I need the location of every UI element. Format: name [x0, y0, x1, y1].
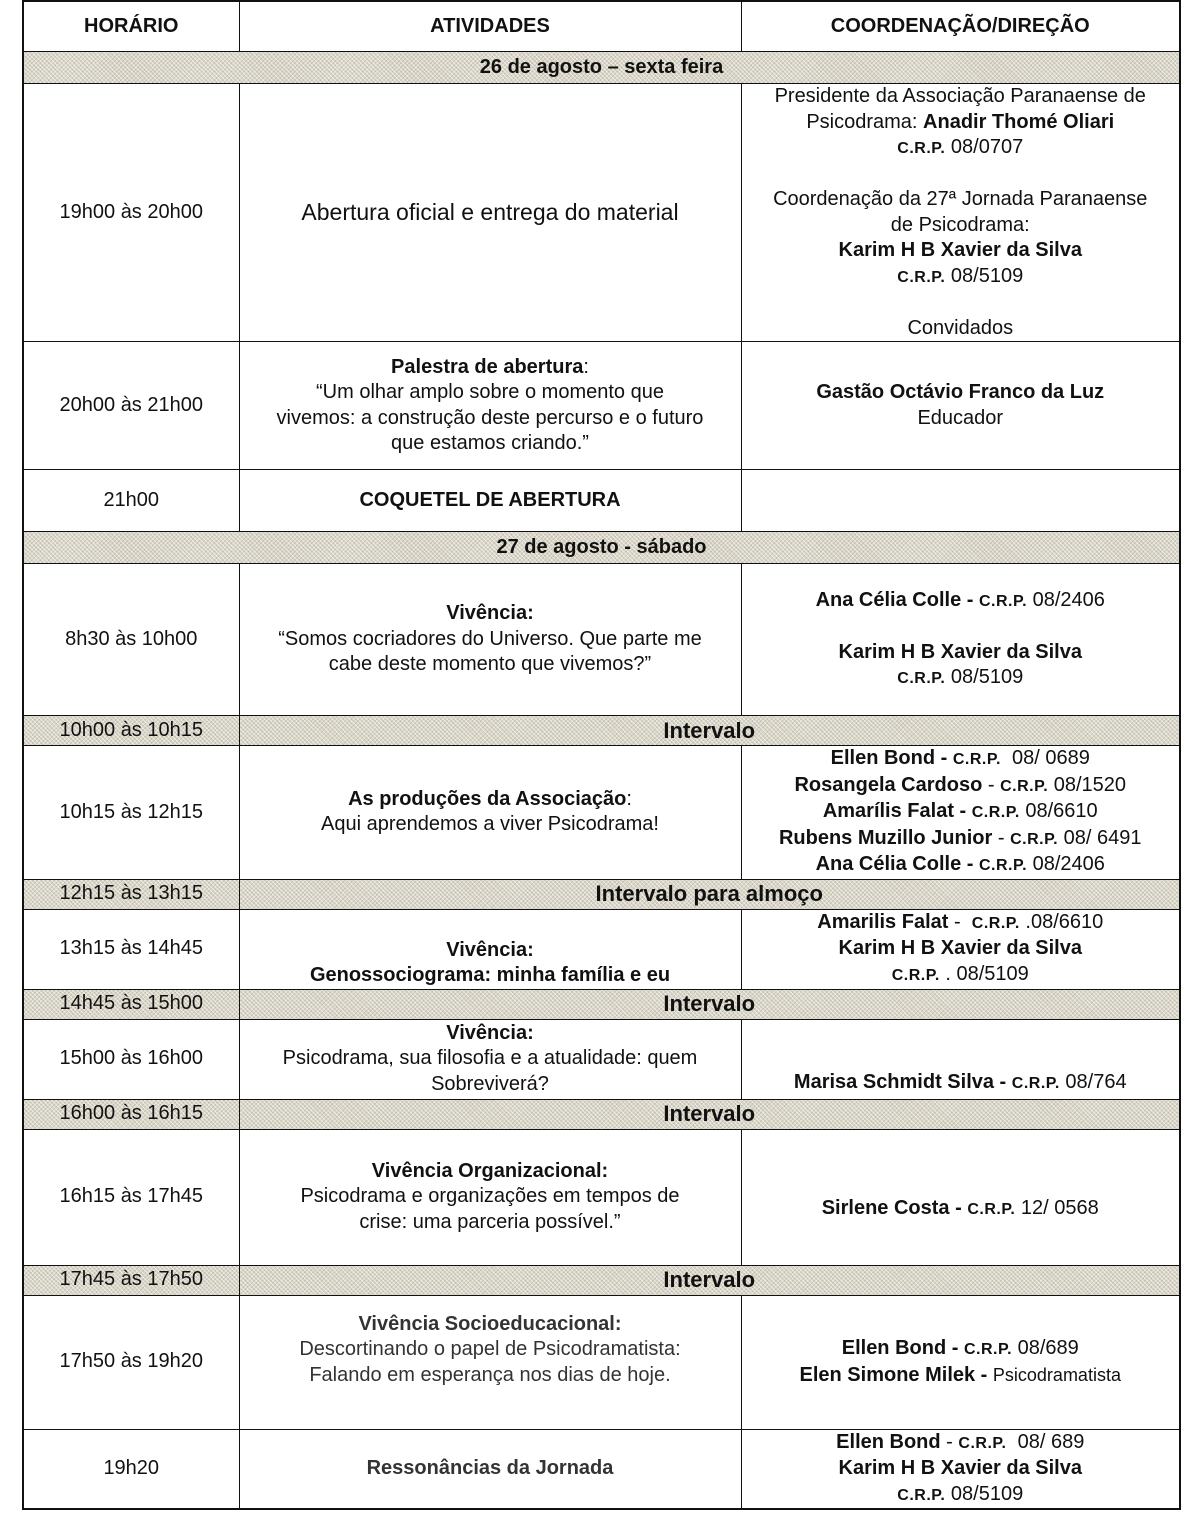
coord-line	[750, 1363, 1172, 1389]
coord-line	[750, 110, 1172, 136]
interval-row	[23, 989, 1180, 1019]
coordination-cell	[741, 342, 1180, 470]
time-cell: 12h15 às 13h15	[23, 879, 239, 909]
activity-title-text: Palestra de abertura	[391, 355, 584, 378]
coord-name: Karim H B Xavier da Silva	[838, 640, 1082, 663]
crp-number: 08/0707	[945, 136, 1024, 158]
crp-label: C.R.P.	[897, 1486, 946, 1504]
coord-crp	[750, 665, 1172, 692]
coord-name: Karim H B Xavier da Silva	[838, 937, 1082, 960]
crp-label: C.R.P.	[971, 804, 1020, 821]
crp-label: C.R.P.	[897, 140, 946, 157]
crp-label: C.R.P.	[1011, 1075, 1060, 1092]
table-row	[23, 909, 1180, 989]
table-row	[23, 746, 1180, 880]
activity-title	[248, 787, 733, 813]
activity-title: Vivência:	[446, 602, 534, 625]
interval-row	[23, 1099, 1180, 1129]
coord-line	[750, 746, 1172, 773]
coord-name: Ana Célia Colle -	[815, 588, 979, 611]
coord-line	[750, 1430, 1172, 1457]
coordination-cell	[741, 1295, 1180, 1429]
activity-text: Abertura oficial e entrega do material	[301, 198, 679, 225]
activity-cell: COQUETEL DE ABERTURA	[239, 470, 741, 532]
header-horario: HORÁRIO	[23, 1, 239, 52]
coord-line	[750, 826, 1172, 853]
coord-name: Rubens Muzillo Junior	[778, 826, 993, 849]
activity-line: Aqui aprendemos a viver Psicodrama!	[321, 813, 659, 836]
crp-label: C.R.P.	[891, 966, 940, 984]
coord-text: Psicodrama:	[806, 110, 924, 133]
coordination-cell	[741, 470, 1180, 532]
crp-label: C.R.P.	[952, 751, 1001, 768]
coord-crp	[750, 1482, 1172, 1509]
header-coordenacao: COORDENAÇÃO/DIREÇÃO	[741, 1, 1180, 52]
coord-line: Presidente da Associação Paranaense de	[774, 85, 1146, 107]
interval-label: Intervalo para almoço	[239, 879, 1180, 909]
activity-title-colon: :	[626, 787, 632, 810]
day-label: 27 de agosto - sábado	[23, 532, 1180, 564]
coordination-cell	[741, 84, 1180, 342]
coord-name: Karim H B Xavier da Silva	[838, 1457, 1082, 1479]
schedule-table	[22, 0, 1181, 1510]
coord-crp	[750, 135, 1172, 162]
crp-number: 08/1520	[1048, 773, 1127, 796]
coordination-cell	[741, 564, 1180, 716]
table-row	[23, 564, 1180, 716]
interval-label: Intervalo	[239, 989, 1180, 1019]
interval-row	[23, 879, 1180, 909]
coord-line	[750, 1070, 1172, 1097]
table-row	[23, 470, 1180, 532]
coord-name: Elen Simone Milek -	[799, 1363, 993, 1386]
crp-number: 08/5109	[945, 264, 1024, 287]
spacer	[750, 614, 1172, 640]
crp-label: C.R.P.	[897, 670, 946, 687]
interval-label: Intervalo	[239, 716, 1180, 746]
crp-number: 08/6610	[1019, 800, 1098, 822]
coord-name: Anadir Thomé Oliari	[923, 110, 1115, 133]
time-cell: 21h00	[23, 470, 239, 532]
activity-title: Vivência Organizacional:	[371, 1159, 609, 1182]
activity-cell	[239, 1019, 741, 1099]
table-row	[23, 84, 1180, 342]
coordination-cell	[741, 1129, 1180, 1265]
time-cell: 10h15 às 12h15	[23, 746, 239, 880]
activity-title: Vivência:	[446, 1021, 534, 1044]
table-row	[23, 1019, 1180, 1099]
crp-label: C.R.P.	[1010, 830, 1059, 848]
crp-number: 08/ 6491	[1058, 826, 1142, 849]
coord-name: Ellen Bond -	[830, 747, 953, 769]
activity-line: Falando em esperança nos dias de hoje.	[309, 1363, 671, 1386]
coord-crp	[750, 962, 1172, 989]
crp-number: 08/5109	[945, 666, 1024, 688]
activity-line: cabe deste momento que vivemos?”	[328, 653, 652, 676]
table-row	[23, 1429, 1180, 1509]
activity-line: Psicodrama e organizações em tempos de	[300, 1185, 680, 1208]
coord-sep: -	[992, 826, 1011, 849]
time-cell: 19h00 às 20h00	[23, 84, 239, 342]
activity-line: Psicodrama, sua filosofia e a atualidade: quem	[282, 1047, 698, 1070]
activity-line: Genossociograma: minha família e eu	[309, 964, 671, 986]
activity-cell	[239, 909, 741, 989]
coord-line: Coordenação da 27ª Jornada Paranaense	[773, 188, 1148, 210]
coord-name: Ana Célia Colle -	[815, 853, 979, 875]
crp-label: C.R.P.	[897, 268, 946, 286]
activity-line: que estamos criando.”	[391, 432, 589, 454]
coordination-cell	[741, 746, 1180, 880]
coord-role: Educador	[917, 406, 1004, 429]
crp-number: 08/5109	[945, 1482, 1024, 1505]
coord-line	[750, 799, 1172, 826]
activity-line: “Um olhar amplo sobre o momento que	[316, 381, 664, 403]
activity-line: crise: uma parceria possível.”	[359, 1210, 621, 1233]
crp-label: C.R.P.	[967, 1200, 1016, 1218]
activity-line: Descortinando o papel de Psicodramatista:	[299, 1338, 681, 1360]
activity-cell	[239, 564, 741, 716]
coord-line	[750, 852, 1172, 879]
header-row	[23, 1, 1180, 52]
time-cell: 17h45 às 17h50	[23, 1265, 239, 1295]
time-cell: 10h00 às 10h15	[23, 716, 239, 746]
crp-number: 08/764	[1059, 1071, 1127, 1093]
table-row	[23, 342, 1180, 470]
time-cell: 19h20	[23, 1429, 239, 1509]
activity-title-colon: :	[583, 355, 589, 378]
crp-number: 08/ 0689	[1000, 747, 1090, 769]
interval-row	[23, 1265, 1180, 1295]
coordination-cell	[741, 1019, 1180, 1099]
interval-row	[23, 716, 1180, 746]
crp-label: C.R.P.	[978, 592, 1028, 610]
coord-name: Amarílis Falat -	[822, 800, 972, 822]
activity-cell	[239, 1129, 741, 1265]
time-cell: 15h00 às 16h00	[23, 1019, 239, 1099]
time-cell: 14h45 às 15h00	[23, 989, 239, 1019]
coord-line	[750, 1336, 1172, 1363]
activity-title: Vivência:	[446, 938, 534, 961]
spacer	[750, 162, 1172, 188]
table-row	[23, 1295, 1180, 1429]
interval-label: Intervalo	[239, 1265, 1180, 1295]
interval-label: Intervalo	[239, 1099, 1180, 1129]
activity-title: Vivência Socioeducacional:	[358, 1312, 622, 1335]
day-header	[23, 52, 1180, 84]
crp-number: .08/6610	[1019, 910, 1104, 933]
activity-cell	[239, 1295, 741, 1429]
coord-sep: -	[948, 910, 972, 933]
crp-label: C.R.P.	[1000, 777, 1049, 795]
time-cell: 16h00 às 16h15	[23, 1099, 239, 1129]
time-cell: 17h50 às 19h20	[23, 1295, 239, 1429]
activity-cell	[239, 84, 741, 342]
table-row	[23, 1129, 1180, 1265]
coord-name: Rosangela Cardoso	[794, 773, 983, 796]
coord-line	[750, 910, 1172, 937]
crp-number: 12/ 0568	[1015, 1196, 1099, 1219]
coord-line	[750, 1196, 1172, 1223]
coordination-cell	[741, 1429, 1180, 1509]
coord-line	[750, 588, 1172, 615]
crp-label: C.R.P.	[971, 914, 1020, 932]
crp-number: . 08/5109	[939, 962, 1029, 985]
activity-cell	[239, 342, 741, 470]
coordination-cell	[741, 909, 1180, 989]
activity-line: vivemos: a construção deste percurso e o futuro	[276, 406, 704, 429]
coord-line: de Psicodrama:	[890, 213, 1030, 236]
coord-name: Ellen Bond	[836, 1430, 941, 1453]
time-cell: 20h00 às 21h00	[23, 342, 239, 470]
crp-label: C.R.P.	[963, 1341, 1013, 1358]
day-header	[23, 532, 1180, 564]
crp-number: 08/2406	[1027, 588, 1105, 611]
activity-line: “Somos cocriadores do Universo. Que parte me	[278, 627, 702, 650]
crp-label: C.R.P.	[958, 1434, 1007, 1452]
time-cell: 16h15 às 17h45	[23, 1129, 239, 1265]
coord-name: Ellen Bond -	[841, 1337, 964, 1359]
activity-title	[248, 355, 733, 381]
coord-line: Convidados	[907, 316, 1014, 339]
spacer	[750, 290, 1172, 316]
crp-number: 08/689	[1012, 1337, 1079, 1359]
coord-crp	[750, 264, 1172, 291]
coord-sep: -	[940, 1430, 959, 1453]
time-cell: 13h15 às 14h45	[23, 909, 239, 989]
crp-label: C.R.P.	[978, 857, 1028, 874]
activity-line: Sobreviverá?	[431, 1072, 549, 1095]
coord-name: Amarilis Falat	[817, 910, 949, 933]
coord-sep: -	[982, 773, 1001, 796]
header-atividades: ATIVIDADES	[239, 1, 741, 52]
coord-name: Gastão Octávio Franco da Luz	[816, 381, 1105, 403]
activity-cell: Ressonâncias da Jornada	[239, 1429, 741, 1509]
coord-line	[750, 773, 1172, 800]
day-label: 26 de agosto – sexta feira	[23, 52, 1180, 84]
coord-role: Psicodramatista	[992, 1364, 1121, 1385]
activity-cell	[239, 746, 741, 880]
coord-name: Sirlene Costa -	[821, 1196, 968, 1219]
activity-title-text: As produções da Associação	[348, 787, 627, 810]
time-cell: 8h30 às 10h00	[23, 564, 239, 716]
crp-number: 08/2406	[1027, 853, 1105, 875]
coord-name: Karim H B Xavier da Silva	[838, 239, 1082, 261]
crp-number: 08/ 689	[1006, 1430, 1085, 1453]
coord-name: Marisa Schmidt Silva -	[793, 1071, 1012, 1093]
